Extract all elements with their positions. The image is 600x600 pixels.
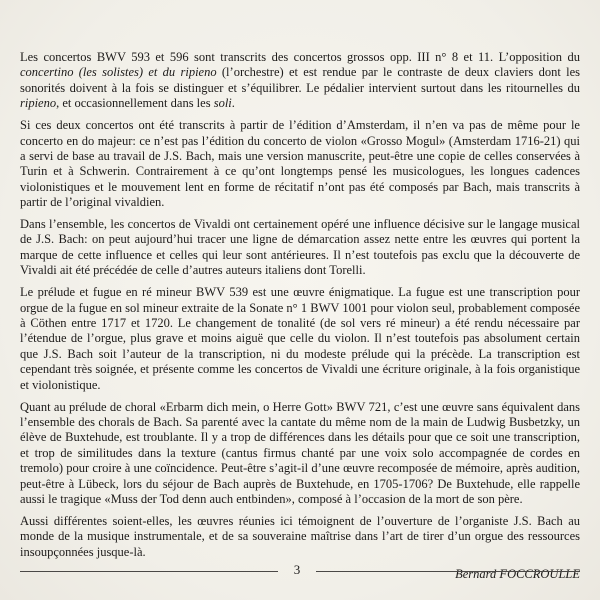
paragraph: Le prélude et fugue en ré mineur BWV 539 est une œuvre énigmatique. La fugue est une transcription pour orgue de la fugue en sol mineur extraite de la Sonate n° 1 BWV 1001 pour violon seul, probablement composée à Cöthen entre 1717 et 1720. Le changement de tonalité (de sol vers ré mineur) a été rendu nécessaire par l’étendue de l’orgue, plus grave et moins aiguë que celle du violon. Il n’est toutefois pas absolument certain que J.S. Bach soit l’auteur de la transcription, ni du modeste prélude qui la précède. La transcription est cependant très soignée, et présente comme les concertos de Vivaldi une écriture originale, à la fois organistique et violonistique. — [20, 285, 580, 392]
paragraph: Dans l’ensemble, les concertos de Vivaldi ont certainement opéré une influence décisive sur le langage musical de J.S. Bach: on peut aujourd’hui tracer une ligne de démarcation assez nette entre les œuvres qui portent la marque de cette influence et celles qui leur sont antérieures. Il n’est toutefois pas exclu que la découverte de Vivaldi ait été précédée de celle d’autres auteurs italiens dont Torelli. — [20, 217, 580, 278]
paragraph: Les concertos BWV 593 et 596 sont transcrits des concertos grossos opp. III n° 8 et 11. L’opposition du concertino (les solistes) et du ripieno (l’orchestre) et est rendue par le contraste de deux claviers dont les sonorités doivent à la fois se distinguer et s’équilibrer. Le pédalier intervient surtout dans les ritournelles du ripieno, et occasionnellement dans les soli. — [20, 50, 580, 111]
paragraph: Si ces deux concertos ont été transcrits à partir de l’édition d’Amsterdam, il n’en va pas de même pour le concerto en do majeur: ce n’est pas l’édition du concerto de violon «Grosso Mogul» (Amsterdam 1716-21) qui a servi de base au travail de J.S. Bach, mais une version manuscrite, peut-être une copie de celles conservées à Turin et à Schwerin. Contrairement à ce qu’ont longtemps pensé les musicologues, les longues cadences violonistiques et le mouvement lent en forme de récitatif n’ont pas été composés par Bach, mais transcrits à partir de l’original vivaldien. — [20, 118, 580, 210]
page-footer — [20, 562, 580, 578]
author-signature: Bernard FOCCROULLE — [455, 566, 580, 581]
paragraph: Quant au prélude de choral «Erbarm dich mein, o Herre Gott» BWV 721, c’est une œuvre sans équivalent dans l’ensemble des chorals de Bach. Sa parenté avec la cantate du même nom de la main de Ludwig Busbetzky, un élève de Buxtehude, est troublante. Il y a trop de différences dans les détails pour que ce soit une transcription, et trop de similitudes dans la texture (cantus firmus chanté par une voix solo accompagnée de cordes en tremolo) pour croire à une coïncidence. Peut-être s’agit-il d’une œuvre recomposée de mémoire, après audition, peut-être à Lübeck, lors du séjour de Bach auprès de Buxtehude, en 1705-1706? De Buxtehude, elle rappelle aussi le tragique «Muss der Tod denn auch entbinden», composé à l’occasion de la mort de son père. — [20, 399, 580, 506]
footer-rule-right — [316, 571, 580, 572]
body-text — [20, 50, 580, 582]
paragraph: Aussi différentes soient-elles, les œuvres réunies ici témoignent de l’ouverture de l’organiste J.S. Bach au monde de la musique instrumentale, et de sa souveraine maîtrise dans l’art de tirer d’un orgue des ressources insoupçonnées jusque-là. — [20, 513, 580, 559]
page-number: 3 — [293, 562, 301, 577]
footer-rule-left — [20, 571, 278, 572]
